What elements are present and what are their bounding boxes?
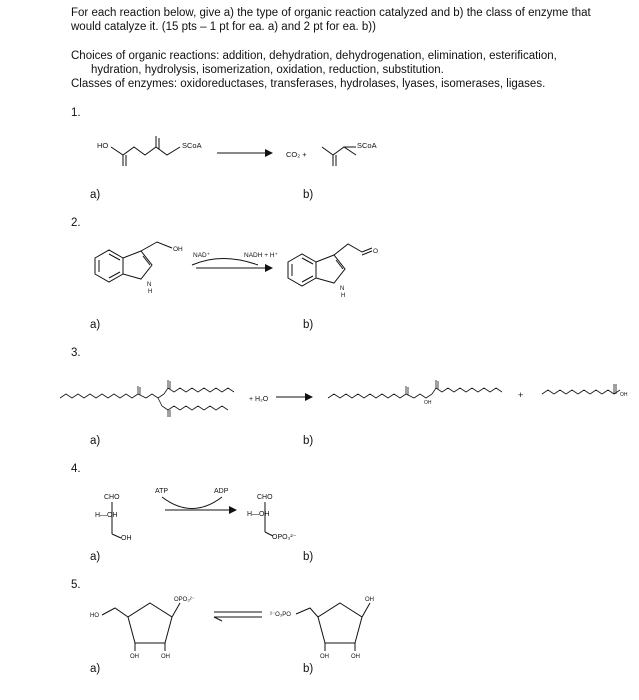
question-1-answer-a: a) bbox=[90, 189, 101, 201]
r2-oh-label: OH bbox=[173, 246, 183, 253]
reaction-4-reactant bbox=[112, 502, 121, 538]
r2-h-label: H bbox=[148, 289, 153, 295]
instructions-line-1: For each reaction below, give a) the type of organic reaction catalyzed and b) the class of enzyme that bbox=[71, 7, 591, 19]
r4-atp-label: ATP bbox=[155, 488, 169, 495]
r2-n-label: N bbox=[147, 282, 152, 288]
reaction-4-cofactor-arrow bbox=[162, 497, 222, 509]
r3-fatty-acid-oh-label: OH bbox=[620, 392, 628, 398]
question-1-answer-b: b) bbox=[303, 189, 314, 201]
question-2-number: 2. bbox=[71, 217, 81, 229]
reaction-2-cofactor-arrow bbox=[192, 259, 258, 266]
r5-product-oh-label-3: OH bbox=[351, 654, 360, 660]
r4-oh-label: OH bbox=[121, 535, 132, 542]
reaction-1-product bbox=[322, 147, 356, 166]
choices-line-3: Classes of enzymes: oxidoreductases, transferases, hydrolases, lyases, isomerases, ligases. bbox=[71, 78, 546, 90]
question-5-answer-b: b) bbox=[303, 663, 314, 675]
reaction-2-product-indole bbox=[288, 244, 372, 286]
question-5-answer-a: a) bbox=[90, 663, 101, 675]
reaction-5-product-ring bbox=[296, 603, 370, 651]
r3-water-label: + H₂O bbox=[249, 396, 269, 403]
r1-scoa-label: SCoA bbox=[182, 141, 202, 150]
r4-adp-label: ADP bbox=[214, 488, 229, 495]
reaction-3-triglyceride bbox=[60, 380, 234, 417]
question-3-number: 3. bbox=[71, 347, 81, 359]
question-2-answer-b: b) bbox=[303, 319, 314, 331]
r2-o-label: O bbox=[373, 248, 379, 255]
r4-product-hoh-label: H—OH bbox=[247, 511, 270, 518]
r1-scoa-product-label: SCoA bbox=[357, 141, 377, 150]
r1-ho-label: HO bbox=[97, 141, 109, 150]
r2-nadh-label: NADH + H⁺ bbox=[244, 252, 278, 259]
r5-ho-label: HO bbox=[90, 613, 99, 619]
question-4-answer-b: b) bbox=[303, 551, 314, 563]
r4-cho-label: CHO bbox=[104, 494, 120, 501]
choices-line-1: Choices of organic reactions: addition, dehydration, dehydrogenation, elimination, esterification, bbox=[71, 50, 557, 62]
r1-co2-label: CO₂ + bbox=[286, 150, 307, 159]
question-3-answer-a: a) bbox=[90, 435, 101, 447]
reaction-1-reactant bbox=[111, 136, 180, 166]
r2-product-n-label: N bbox=[340, 286, 345, 292]
choices-line-2: hydration, hydrolysis, isomerization, oxidation, reduction, substitution. bbox=[91, 64, 444, 76]
instructions-line-2: would catalyze it. (15 pts – 1 pt for ea. a) and 2 pt for ea. b)) bbox=[71, 21, 376, 33]
r2-nad-label: NAD⁺ bbox=[193, 252, 211, 259]
question-2-answer-a: a) bbox=[90, 319, 101, 331]
question-4-number: 4. bbox=[71, 463, 81, 475]
r5-oh-label-2: OH bbox=[161, 654, 170, 660]
r3-plus-label: + bbox=[518, 390, 524, 400]
reaction-5-equilibrium-arrows bbox=[214, 612, 262, 621]
r4-opo-label: OPO₃²⁻ bbox=[272, 534, 297, 541]
r5-oh-label-1: OH bbox=[130, 654, 139, 660]
r5-product-oh-label-1: OH bbox=[365, 597, 374, 603]
question-4-answer-a: a) bbox=[90, 551, 101, 563]
question-5-number: 5. bbox=[71, 579, 81, 591]
r5-product-opo-label: ²⁻O₃PO bbox=[270, 612, 291, 618]
question-3-answer-b: b) bbox=[303, 435, 314, 447]
r3-oh-label: OH bbox=[424, 400, 432, 406]
r5-product-oh-label-2: OH bbox=[320, 654, 329, 660]
r5-opo-label: OPO₃²⁻ bbox=[174, 597, 195, 603]
r4-hoh-label: H—OH bbox=[95, 512, 118, 519]
r4-product-cho-label: CHO bbox=[257, 494, 273, 501]
reaction-3-diglyceride bbox=[328, 380, 502, 398]
r2-product-h-label: H bbox=[341, 293, 346, 299]
reaction-2-reactant-indole bbox=[95, 242, 172, 282]
reaction-5-reactant-ring bbox=[102, 603, 180, 651]
reaction-4-product bbox=[265, 502, 273, 536]
reaction-3-fatty-acid bbox=[542, 384, 620, 394]
question-1-number: 1. bbox=[71, 107, 81, 119]
